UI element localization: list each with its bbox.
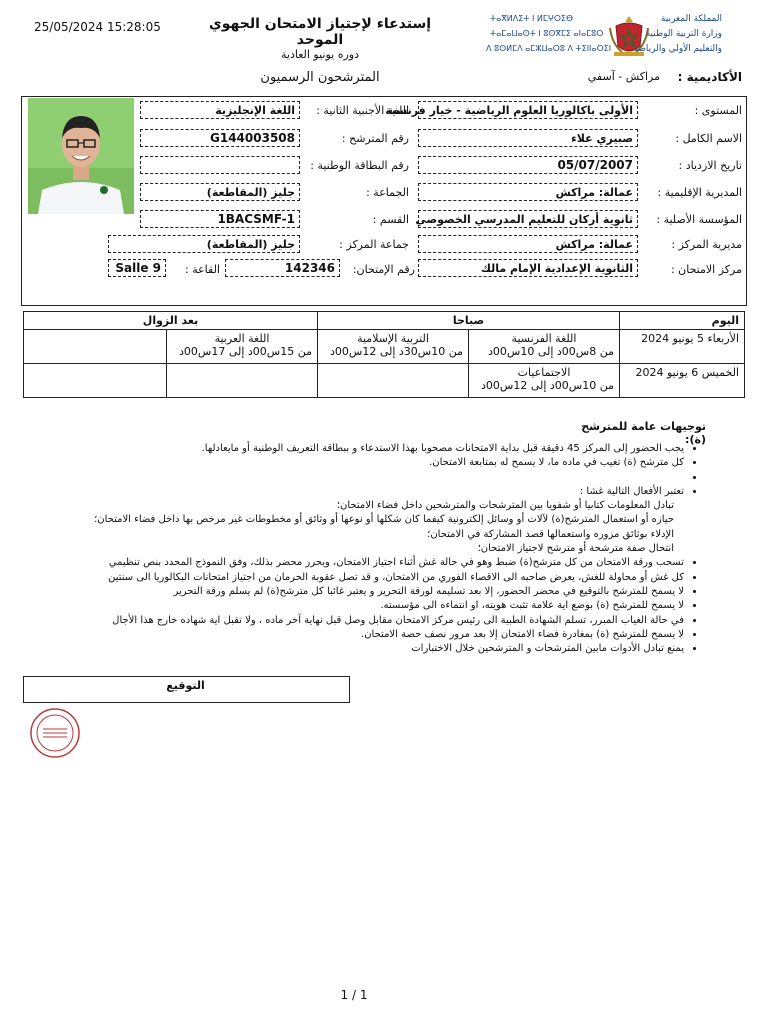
commune-value: جليز (المقاطعة) xyxy=(140,183,300,201)
center-commune-label: جماعة المركز : xyxy=(339,238,409,251)
instruction-item: • في حالة الغياب المبرر، تسلم الشهادة الطبية الى رئيس مركز الامتحان مقابل وصل قبل نهاية آخر ماده ، ولا تقبل اية شهاده خارج هذا الأجال xyxy=(60,614,684,628)
tifinagh-line-1: ⵜⴰⴳⵍⴷⵉⵜ ⵏ ⵍⵎⵖⵔⵉⴱ xyxy=(490,14,574,23)
day-header: اليوم xyxy=(620,312,745,330)
level-value: الأولى باكالوريا العلوم الرياضية - خيار فرنسية xyxy=(418,101,638,119)
instruction-item: • تسحب ورقة الامتحان من كل مترشح(ة) ضبط وهو في حالة غش أثناء اجتياز الامتحان، ويحرر محضر بذلك، وفق النموذج المحدد بنص تنظيمي xyxy=(60,556,684,570)
candidate-category: المترشحون الرسميون xyxy=(260,70,380,85)
schedule-row xyxy=(24,330,745,364)
schedule-slot xyxy=(167,330,318,364)
schedule-day: الأربعاء 5 يونيو 2024 xyxy=(620,330,745,364)
schedule-row xyxy=(24,364,745,398)
exam-center-label: مركز الامتحان : xyxy=(670,263,742,276)
slot-time: من 8س00د إلى 10س00د xyxy=(487,345,614,358)
page-number: 1 / 1 xyxy=(340,988,368,1002)
section-label: القسم : xyxy=(372,213,409,226)
commune-label: الجماعة : xyxy=(366,186,409,199)
candidate-number-value: G144003508 xyxy=(140,129,300,147)
full-name-value: صبيري علاء xyxy=(418,129,638,147)
signature-label: التوقيع xyxy=(166,679,205,692)
center-directorate-value: عمالة: مراكش xyxy=(418,235,638,253)
origin-school-label: المؤسسة الأصلية : xyxy=(656,213,742,226)
instruction-item: • يمنع تبادل الأدوات مابين المترشحات و المترشحين خلال الاختبارات xyxy=(60,642,684,656)
exam-session: دوره يونيو العادية xyxy=(280,48,359,61)
exam-center-value: الثانوية الإعدادية الإمام مالك xyxy=(418,259,638,277)
exam-number-value: 142346 xyxy=(225,259,340,277)
slot-time: من 15س00د إلى 17س00د xyxy=(178,345,312,358)
schedule-slot xyxy=(167,364,318,398)
instructions-title: توجيهات عامة للمترشح (ة): xyxy=(581,420,706,446)
level-label: المستوى : xyxy=(694,104,742,117)
birth-date-value: 05/07/2007 xyxy=(418,156,638,174)
schedule-slot xyxy=(469,364,620,398)
slot-subject: الاجتماعيات xyxy=(517,366,571,379)
schedule-slot xyxy=(469,330,620,364)
instruction-item: حيازه أو استعمال المترشح(ة) لآلات أو وسائل إلكترونية كيفما كان شكلها أو نوعها أو وثائق أو مخطوطات غير مرخص بها داخل فضاء الامتحان؛ xyxy=(94,514,674,526)
instruction-item: الإدلاء بوثائق مزوره واستعمالها قصد المشاركة في الامتحان؛ xyxy=(427,528,674,540)
center-directorate-label: مديرية المركز : xyxy=(671,238,742,251)
foreign-language-value: اللغة الإنجليزية xyxy=(140,101,300,119)
academy-value: مراكش - آسفي xyxy=(587,70,660,83)
schedule-slot xyxy=(318,364,469,398)
ministry-name-line-1: وزارة التربية الوطنية xyxy=(645,29,722,39)
origin-school-value: ثانوية أركان للتعليم المدرسي الخصوصي xyxy=(418,210,638,228)
national-id-value xyxy=(140,156,300,174)
academy-label: الأكاديمية : xyxy=(677,70,742,84)
candidate-photo xyxy=(28,98,134,214)
exam-schedule-table xyxy=(23,311,745,398)
ministry-name-line-2: والتعليم الأولي والرياضة xyxy=(633,44,722,54)
national-id-label: رقم البطاقة الوطنية : xyxy=(310,159,409,172)
instruction-item: • لا يسمح للمترشح (ة) بوضع اية علامة تثبت هويته، او انتماءه الى مؤسسته. xyxy=(60,599,684,613)
instruction-item xyxy=(60,471,684,485)
birth-date-label: تاريخ الازدياد : xyxy=(678,159,742,172)
print-timestamp: 25/05/2024 15:28:05 xyxy=(34,20,161,34)
instruction-item: • يجب الحضور إلى المركز 45 دقيقة قبل بداية الامتحانات مصحوبا بهذا الاستدعاء و ببطاقة التعريف الوطنية أو مايعادلها. xyxy=(60,442,684,456)
afternoon-header: بعد الزوال xyxy=(24,312,318,330)
instruction-item: • لا يسمح للمترشح بالتوقيع في محضر الحضور، إلا بعد تسليمه لورقة التحرير و يعتبر غائبا كل مترشح(ة) لم يسلم ورقة التحرير xyxy=(60,585,684,599)
candidate-number-label: رقم المترشح : xyxy=(341,132,409,145)
tifinagh-line-2: ⵜⴰⵎⴰⵡⴰⵙⵜ ⵏ ⵓⵙⴳⵎⵉ ⴰⵏⴰⵎⵓⵔ xyxy=(490,29,604,38)
document-title: إستدعاء لإجتياز الامتحان الجهوي الموحد xyxy=(208,16,432,48)
section-value: 1BACSMF-1 xyxy=(140,210,300,228)
directorate-value: عمالة: مراكش xyxy=(418,183,638,201)
slot-subject: التربية الإسلامية xyxy=(357,332,429,345)
room-label: القاعة : xyxy=(185,263,220,276)
instruction-item: • كل مترشح (ة) تغيب في ماده ما، لا يسمح له بمتابعة الامتحان. xyxy=(60,456,684,470)
foreign-language-label: اللغة الأجنبية الثانية : xyxy=(316,104,409,117)
instruction-item: • تعتبر الأفعال التالية غشا : xyxy=(60,485,684,499)
exam-number-label: رقم الإمتحان: xyxy=(352,263,415,276)
slot-subject: اللغة العربية xyxy=(214,332,270,345)
slot-subject: اللغة الفرنسية xyxy=(511,332,577,345)
instruction-item: تبادل المعلومات كتابيا أو شفويا بين المترشحات والمترشحين داخل فضاء الامتحان؛ xyxy=(336,500,674,512)
instruction-item: انتحال صفة مترشحة أو مترشح لاجتياز الامتحان؛ xyxy=(477,543,674,555)
instruction-item: • كل غش أو محاولة للغش، يعرض صاحبه الى الاقصاء الفوري من الامتحان، و قد تصل عقوبة الحرمان من اجتياز امتحانات البكالوريا الى سنتين xyxy=(60,571,684,585)
official-stamp-icon xyxy=(29,707,81,759)
tifinagh-line-3: ⴷ ⵓⵙⵍⵎⴷ ⴰⵎⵣⵡⴰⵔⵓ ⴷ ⵜⵉⵏⵏⴰⵔⵉⵏ xyxy=(486,44,612,53)
schedule-day: الخميس 6 يونيو 2024 xyxy=(620,364,745,398)
instruction-item: • لا يسمح للمترشح (ة) بمغادرة فضاء الامتحان إلا بعد مرور نصف حصة الامتحان. xyxy=(60,628,684,642)
kingdom-name: المملكة المغربية xyxy=(660,14,722,24)
morning-header: صباحا xyxy=(318,312,620,330)
schedule-slot xyxy=(24,364,167,398)
center-commune-value: جليز (المقاطعة) xyxy=(108,235,300,253)
full-name-label: الاسم الكامل : xyxy=(675,132,742,145)
slot-time: من 10س30د إلى 12س00د xyxy=(329,345,463,358)
directorate-label: المديرية الإقليمية : xyxy=(657,186,742,199)
slot-time: من 10س00د إلى 12س00د xyxy=(480,379,614,392)
room-value: Salle 9 xyxy=(108,259,166,277)
schedule-header-row xyxy=(24,312,745,330)
instructions-list xyxy=(60,442,700,656)
schedule-slot xyxy=(24,330,167,364)
schedule-slot xyxy=(318,330,469,364)
